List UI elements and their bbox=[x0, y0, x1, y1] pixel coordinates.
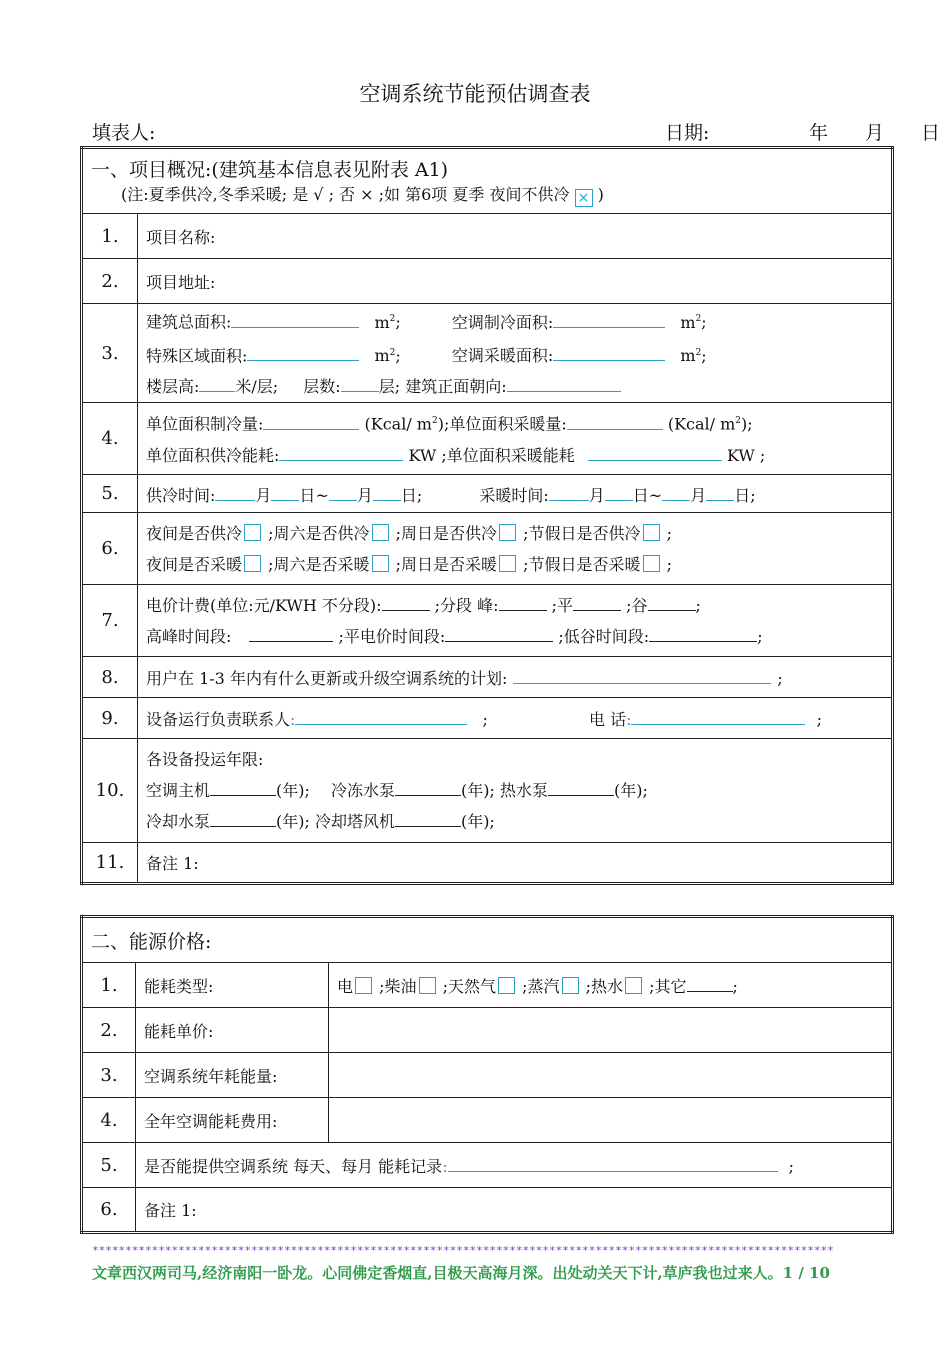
row-number: 1. bbox=[82, 214, 138, 259]
saturday-heating-label: ;周六是否采暖 bbox=[268, 554, 370, 574]
unit-sup: 2 bbox=[695, 314, 702, 325]
diesel-checkbox[interactable] bbox=[419, 977, 436, 994]
valley-period-label: ;低谷时间段: bbox=[558, 626, 650, 646]
special-area-label: 特殊区域面积: bbox=[146, 345, 248, 365]
equipment-line-2 bbox=[146, 806, 883, 837]
table-row bbox=[82, 304, 893, 403]
building-area-cell bbox=[138, 304, 893, 403]
electricity-cell bbox=[138, 585, 893, 657]
unit-cooling-energy-input[interactable] bbox=[279, 442, 403, 461]
row-number: 10. bbox=[82, 739, 138, 843]
date-label: 日期: bbox=[665, 122, 710, 144]
natural-gas-label: ;天然气 bbox=[442, 977, 497, 996]
remark-label: 备注 1: bbox=[146, 854, 199, 873]
area-line-1 bbox=[146, 304, 883, 337]
tilde: ~ bbox=[315, 485, 329, 505]
floor-height-input[interactable] bbox=[199, 373, 235, 392]
other-label: ;其它 bbox=[649, 977, 687, 996]
tower-fan-years-input[interactable] bbox=[395, 808, 461, 827]
night-heating-label: 夜间是否采暖 bbox=[146, 554, 243, 574]
phone-input[interactable] bbox=[631, 706, 805, 725]
unit-cooling-input[interactable] bbox=[263, 411, 359, 430]
cooling-start-day-input[interactable] bbox=[271, 482, 299, 501]
flat-price-label: 电价计费(单位:元/KWH 不分段): bbox=[146, 595, 382, 615]
energy-type-label: 能耗类型: bbox=[136, 963, 329, 1008]
contact-person-input[interactable] bbox=[295, 706, 467, 725]
year-unit: (年); bbox=[276, 812, 310, 831]
semicolon: ; bbox=[482, 710, 488, 729]
hot-pump-label: 热水泵 bbox=[500, 781, 549, 800]
semicolon: ; bbox=[701, 345, 707, 365]
month-label: 月 bbox=[865, 122, 885, 144]
energy-price-table bbox=[80, 915, 894, 1234]
equipment-years-cell bbox=[138, 739, 893, 843]
time-cell bbox=[138, 475, 893, 513]
natural-gas-checkbox[interactable] bbox=[498, 977, 515, 994]
annual-cost-label: 全年空调能耗费用: bbox=[136, 1098, 329, 1143]
unit-sup: 2 bbox=[431, 416, 438, 427]
table-row bbox=[82, 1053, 893, 1098]
unit-heating-label: );单位面积采暖量: bbox=[437, 414, 567, 434]
table-row bbox=[82, 1188, 893, 1233]
footer-stars: **************************************************************************************************************** bbox=[92, 1244, 834, 1257]
night-heating-checkbox[interactable] bbox=[244, 555, 261, 572]
valley-period-input[interactable] bbox=[649, 623, 757, 642]
saturday-cooling-checkbox[interactable] bbox=[372, 524, 389, 541]
heating-end-day-input[interactable] bbox=[706, 482, 734, 501]
area-line-2 bbox=[146, 338, 883, 371]
kcal-unit: (Kcal/ m bbox=[667, 414, 736, 434]
upgrade-plan-label: 用户在 1-3 年内有什么更新或升级空调系统的计划: bbox=[146, 669, 508, 688]
section1-header-row bbox=[82, 148, 893, 214]
form-meta bbox=[92, 118, 941, 144]
cooling-pump-label: 冷却水泵 bbox=[146, 812, 211, 831]
day-label: 日 bbox=[299, 485, 316, 505]
contact-cell bbox=[138, 698, 893, 739]
table-row bbox=[82, 585, 893, 657]
unit-sup: 2 bbox=[735, 416, 742, 427]
day-end-label: 日; bbox=[400, 485, 423, 505]
night-cooling-label: 夜间是否供冷 bbox=[146, 523, 243, 543]
hot-pump-years-input[interactable] bbox=[548, 777, 614, 796]
energy-record-input[interactable] bbox=[448, 1153, 778, 1172]
total-area-input[interactable] bbox=[231, 309, 359, 328]
holiday-cooling-checkbox[interactable] bbox=[643, 524, 660, 541]
flat-price-input[interactable] bbox=[382, 592, 430, 611]
total-area-label: 建筑总面积: bbox=[146, 312, 232, 332]
sunday-cooling-checkbox[interactable] bbox=[499, 524, 516, 541]
floor-height-unit: 米/层; bbox=[235, 376, 279, 396]
schedule-cell bbox=[138, 513, 893, 585]
day-label: 日 bbox=[921, 122, 941, 144]
heating-start-day-input[interactable] bbox=[605, 482, 633, 501]
month-label: 月 bbox=[588, 485, 605, 505]
unit-m: m bbox=[680, 345, 696, 365]
heating-time-label: 采暖时间: bbox=[479, 485, 549, 505]
chiller-label: 空调主机 bbox=[146, 781, 211, 800]
unit-heating-input[interactable] bbox=[567, 411, 663, 430]
month-label: 月 bbox=[690, 485, 707, 505]
other-input[interactable] bbox=[687, 973, 733, 992]
table-row bbox=[82, 513, 893, 585]
table-row bbox=[82, 739, 893, 843]
colon: : bbox=[626, 710, 632, 729]
unit-area-cell bbox=[138, 403, 893, 475]
mid-period-input[interactable] bbox=[445, 623, 553, 642]
heating-area-input[interactable] bbox=[553, 342, 665, 361]
year-unit: (年); bbox=[614, 781, 648, 800]
year-unit: (年); bbox=[461, 781, 495, 800]
semicolon: ; bbox=[816, 710, 822, 729]
special-area-input[interactable] bbox=[247, 342, 359, 361]
equipment-years-label: 各设备投运年限: bbox=[146, 750, 264, 769]
heating-area-label: 空调采暖面积: bbox=[451, 345, 554, 365]
orientation-input[interactable] bbox=[507, 373, 621, 392]
energy-record-cell bbox=[136, 1143, 893, 1188]
upgrade-plan-input[interactable] bbox=[513, 665, 771, 684]
cooling-start-month-input[interactable] bbox=[215, 482, 255, 501]
row-number: 2. bbox=[82, 1008, 136, 1053]
floors-unit: 层; bbox=[378, 376, 401, 396]
semicolon: ; bbox=[757, 626, 763, 646]
row-number: 7. bbox=[82, 585, 138, 657]
table-row bbox=[82, 475, 893, 513]
night-cooling-checkbox[interactable] bbox=[244, 524, 261, 541]
day-label: 日 bbox=[632, 485, 649, 505]
checkbox-example-icon: × bbox=[575, 189, 593, 207]
area-line-3 bbox=[146, 371, 883, 402]
table-row bbox=[82, 1143, 893, 1188]
hot-water-label: ;热水 bbox=[585, 977, 624, 996]
unit-heating-energy-input[interactable] bbox=[588, 442, 722, 461]
cooling-end-day-input[interactable] bbox=[373, 482, 401, 501]
section2-header-row bbox=[82, 917, 893, 963]
kw-unit: KW ; bbox=[727, 445, 766, 465]
holiday-heating-checkbox[interactable] bbox=[643, 555, 660, 572]
colon: : bbox=[290, 710, 296, 729]
row-number: 5. bbox=[82, 1143, 136, 1188]
row-number: 8. bbox=[82, 657, 138, 698]
chilled-pump-label: 冷冻水泵 bbox=[331, 781, 396, 800]
semicolon: ; bbox=[788, 1157, 795, 1176]
table-row bbox=[82, 214, 893, 259]
table-row bbox=[82, 657, 893, 698]
chiller-years-input[interactable] bbox=[210, 777, 276, 796]
floors-input[interactable] bbox=[341, 373, 379, 392]
peak-price-label: ;分段 峰: bbox=[434, 595, 499, 615]
tower-fan-label: 冷却塔风机 bbox=[315, 812, 396, 831]
mid-price-input[interactable] bbox=[573, 592, 621, 611]
footer-text: 文章西汉两司马,经济南阳一卧龙。心同佛定香烟直,目极天高海月深。出处动关天下计,草庐我也过来人。1 / 10 bbox=[92, 1264, 830, 1282]
valley-price-input[interactable] bbox=[648, 592, 696, 611]
remark-field[interactable] bbox=[138, 843, 893, 884]
semicolon: ; bbox=[777, 669, 783, 688]
steam-checkbox[interactable] bbox=[562, 977, 579, 994]
table-row bbox=[82, 403, 893, 475]
project-address-field[interactable] bbox=[138, 259, 893, 304]
row-number: 5. bbox=[82, 475, 138, 513]
unit-price-input[interactable] bbox=[329, 1008, 893, 1053]
unit-price-label: 能耗单价: bbox=[136, 1008, 329, 1053]
peak-period-input[interactable] bbox=[249, 623, 333, 642]
cooling-area-label: 空调制冷面积: bbox=[451, 312, 554, 332]
year-label: 年 bbox=[809, 122, 829, 144]
row-number: 9. bbox=[82, 698, 138, 739]
table-row bbox=[82, 963, 893, 1008]
remark-label: 备注 1: bbox=[144, 1201, 197, 1220]
unit-cooling-energy-label: 单位面积供冷能耗: bbox=[146, 445, 280, 465]
page-title: 空调系统节能预估调查表 bbox=[359, 82, 591, 106]
row-number: 6. bbox=[82, 513, 138, 585]
project-name-field[interactable] bbox=[138, 214, 893, 259]
sunday-heating-label: ;周日是否采暖 bbox=[395, 554, 498, 574]
remark-field-2[interactable] bbox=[136, 1188, 893, 1233]
cooling-time-label: 供冷时间: bbox=[146, 485, 216, 505]
annual-energy-input[interactable] bbox=[329, 1053, 893, 1098]
cooling-end-month-input[interactable] bbox=[329, 482, 357, 501]
steam-label: ;蒸汽 bbox=[522, 977, 560, 996]
project-overview-table bbox=[80, 146, 894, 885]
unit-sup: 2 bbox=[695, 347, 702, 358]
unit-heating-energy-label: KW ;单位面积采暖能耗 bbox=[408, 445, 575, 465]
sunday-heating-checkbox[interactable] bbox=[499, 555, 516, 572]
period-line bbox=[146, 621, 883, 652]
unit-cooling-label: 单位面积制冷量: bbox=[146, 414, 264, 434]
unit-sup: 2 bbox=[389, 314, 396, 325]
holiday-heating-label: ;节假日是否采暖 bbox=[523, 554, 641, 574]
month-label: 月 bbox=[255, 485, 272, 505]
unit-m: m bbox=[680, 312, 696, 332]
row-number: 3. bbox=[82, 1053, 136, 1098]
mid-period-label: ;平电价时间段: bbox=[338, 626, 446, 646]
electricity-checkbox[interactable] bbox=[355, 977, 372, 994]
filler-label: 填表人: bbox=[92, 122, 156, 144]
unit-line-2 bbox=[146, 440, 883, 471]
row-number: 2. bbox=[82, 259, 138, 304]
saturday-heating-checkbox[interactable] bbox=[372, 555, 389, 572]
table-row bbox=[82, 1098, 893, 1143]
annual-energy-label: 空调系统年耗能量: bbox=[136, 1053, 329, 1098]
section2-heading: 二、能源价格: bbox=[82, 917, 893, 963]
contact-person-label: 设备运行负责联系人 bbox=[146, 710, 291, 729]
year-unit: (年); bbox=[461, 812, 495, 831]
schedule-line-cooling bbox=[146, 518, 883, 549]
year-unit: (年); bbox=[276, 781, 310, 800]
hot-water-checkbox[interactable] bbox=[625, 977, 642, 994]
heating-end-month-input[interactable] bbox=[662, 482, 690, 501]
row-number: 11. bbox=[82, 843, 138, 884]
floor-height-label: 楼层高: bbox=[146, 376, 200, 396]
kcal-unit: (Kcal/ m bbox=[364, 414, 432, 434]
orientation-label: 建筑正面朝向: bbox=[405, 376, 507, 396]
unit-m: m bbox=[374, 312, 390, 332]
tilde: ~ bbox=[648, 485, 663, 505]
annual-cost-input[interactable] bbox=[329, 1098, 893, 1143]
floors-label: 层数: bbox=[303, 376, 341, 396]
semicolon: ; bbox=[732, 977, 738, 996]
row-number: 3. bbox=[82, 304, 138, 403]
semicolon: ; bbox=[395, 345, 401, 365]
energy-type-options bbox=[329, 963, 893, 1008]
row-number: 1. bbox=[82, 963, 136, 1008]
semicolon: ; bbox=[666, 554, 672, 574]
table-row bbox=[82, 698, 893, 739]
unit-m: m bbox=[374, 345, 390, 365]
peak-price-input[interactable] bbox=[499, 592, 547, 611]
phone-label: 电 话 bbox=[588, 710, 627, 729]
table-row bbox=[82, 1008, 893, 1053]
schedule-line-heating bbox=[146, 549, 883, 580]
energy-record-label: 是否能提供空调系统 每天、每月 能耗记录 bbox=[144, 1157, 443, 1176]
chilled-pump-years-input[interactable] bbox=[395, 777, 461, 796]
valley-price-label: ;谷 bbox=[626, 595, 648, 615]
semicolon: ; bbox=[395, 312, 401, 332]
semicolon: ; bbox=[666, 523, 672, 543]
equipment-line-1 bbox=[146, 775, 883, 806]
month-label: 月 bbox=[356, 485, 373, 505]
project-address-label: 项目地址: bbox=[146, 272, 216, 292]
unit-line-1 bbox=[146, 406, 883, 439]
upgrade-plan-cell bbox=[138, 657, 893, 698]
unit-sup: 2 bbox=[389, 347, 396, 358]
section1-header bbox=[82, 148, 893, 214]
kcal-unit-end: ); bbox=[741, 414, 753, 434]
semicolon: ; bbox=[701, 312, 707, 332]
section1-heading: 一、项目概况:(建筑基本信息表见附表 A1) bbox=[91, 159, 449, 181]
cooling-pump-years-input[interactable] bbox=[210, 808, 276, 827]
day-end-label: 日; bbox=[734, 485, 756, 505]
sunday-cooling-label: ;周日是否供冷 bbox=[395, 523, 498, 543]
section1-note-end: ) bbox=[597, 185, 604, 204]
section1-note bbox=[91, 182, 883, 207]
table-row bbox=[82, 259, 893, 304]
saturday-cooling-label: ;周六是否供冷 bbox=[268, 523, 370, 543]
peak-period-label: 高峰时间段: bbox=[146, 626, 232, 646]
section1-note-text: (注:夏季供冷,冬季采暖; 是 √ ; 否 × ;如 第6项 夏季 夜间不供冷 bbox=[121, 185, 570, 204]
diesel-label: ;柴油 bbox=[379, 977, 417, 996]
heating-start-month-input[interactable] bbox=[549, 482, 589, 501]
row-number: 6. bbox=[82, 1188, 136, 1233]
cooling-area-input[interactable] bbox=[553, 309, 665, 328]
price-line bbox=[146, 590, 883, 621]
electricity-label: 电 bbox=[337, 977, 354, 996]
semicolon: ; bbox=[695, 595, 701, 615]
row-number: 4. bbox=[82, 1098, 136, 1143]
mid-price-label: ;平 bbox=[551, 595, 573, 615]
holiday-cooling-label: ;节假日是否供冷 bbox=[523, 523, 641, 543]
colon: : bbox=[442, 1157, 448, 1176]
table-row bbox=[82, 843, 893, 884]
row-number: 4. bbox=[82, 403, 138, 475]
project-name-label: 项目名称: bbox=[146, 227, 216, 247]
